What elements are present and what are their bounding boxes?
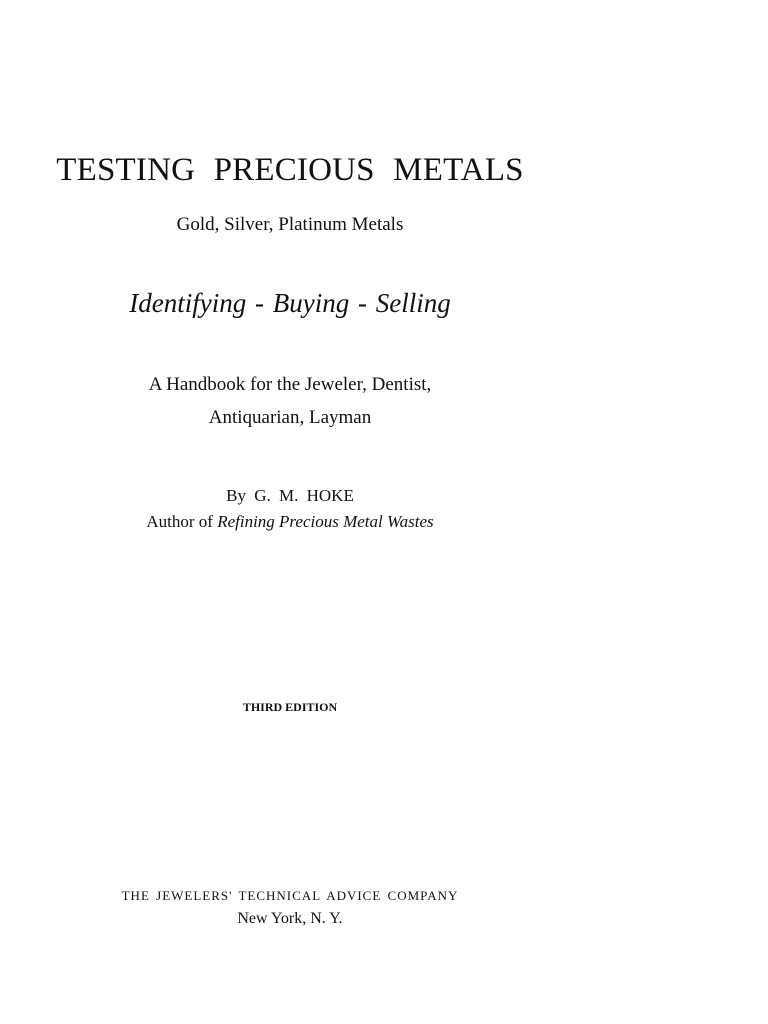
author-byline: By G. M. HOKE xyxy=(226,486,354,505)
edition-label: THIRD EDITION xyxy=(242,700,338,714)
handbook-description-line-2: Antiquarian, Layman xyxy=(208,407,372,428)
book-tagline: Identifying - Buying - Selling xyxy=(129,288,451,318)
author-other-work xyxy=(0,512,580,532)
book-subtitle: Gold, Silver, Platinum Metals xyxy=(176,214,404,235)
publisher-name: THE JEWELERS' TECHNICAL ADVICE COMPANY xyxy=(121,888,459,903)
other-book-title: Refining Precious Metal Wastes xyxy=(217,512,434,531)
book-title: TESTING PRECIOUS METALS xyxy=(56,152,524,188)
publisher-location: New York, N. Y. xyxy=(237,910,343,927)
handbook-description-line-1: A Handbook for the Jeweler, Dentist, xyxy=(148,374,432,395)
author-of-prefix: Author of xyxy=(146,512,218,531)
